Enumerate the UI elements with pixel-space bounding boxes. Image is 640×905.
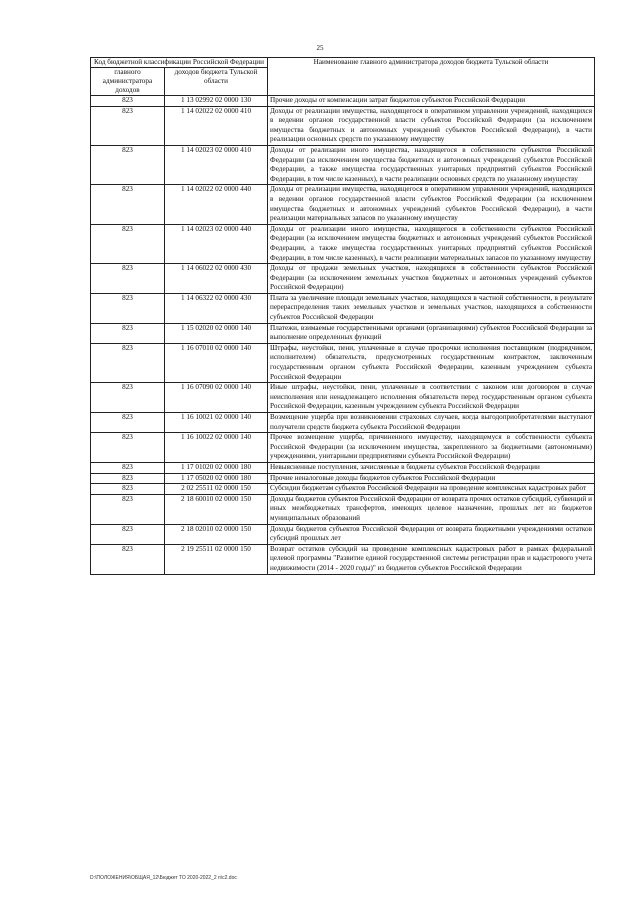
budget-code-cell: 1 15 02020 02 0000 140: [165, 323, 268, 343]
revenue-name-cell: Возмещение ущерба при возникновении страховых случаев, когда выгодоприобретателями выступают получатели средств бюджета субъекта Российской Федерации: [268, 413, 595, 433]
budget-code-cell: 1 14 06022 02 0000 430: [165, 264, 268, 294]
revenue-name-cell: Доходы бюджетов субъектов Российской Федерации от возврата бюджетными учреждениями остатков субсидий прошлых лет: [268, 524, 595, 544]
admin-code-cell: 823: [91, 484, 165, 495]
table-row: [91, 462, 595, 473]
revenue-name-cell: Доходы от реализации имущества, находящегося в оперативном управлении учреждений, находящихся в ведении органов государственной власти субъектов Российской Федерации (за исключением имущества бюджетных и автономных учреждений субъектов Российской Федерации), в части реализации материальных запасов по указанному имуществу: [268, 185, 595, 224]
admin-code-cell: 823: [91, 323, 165, 343]
revenue-name-cell: Доходы бюджетов субъектов Российской Федерации от возврата прочих остатков субсидий, субвенций и иных межбюджетных трансфертов, имеющих целевое назначение, прошлых лет из бюджетов муниципальных образований: [268, 494, 595, 524]
admin-code-cell: 823: [91, 383, 165, 413]
budget-revenue-table: [90, 57, 595, 575]
table-row: [91, 293, 595, 323]
admin-code-cell: 823: [91, 343, 165, 382]
table-row: [91, 343, 595, 382]
budget-code-cell: 1 13 02992 02 0000 130: [165, 96, 268, 107]
revenue-name-cell: Доходы от продажи земельных участков, находящихся в собственности субъектов Российской Федерации (за исключением земельных участков бюджетных и автономных учреждений субъектов Российской Федерации): [268, 264, 595, 294]
budget-code-cell: 1 14 02022 02 0000 440: [165, 185, 268, 224]
table-row: [91, 494, 595, 524]
header-admin: главного администратора доходов: [91, 68, 165, 96]
table-row: [91, 484, 595, 495]
page-number: 25: [316, 44, 324, 52]
table-row: [91, 323, 595, 343]
revenue-name-cell: Доходы от реализации иного имущества, находящегося в собственности субъектов Российской Федерации (за исключением имущества бюджетных и автономных учреждений субъектов Российской Федерации, а также имущества государственных унитарных предприятий субъектов Российской Федерации, в том числе казенных), в части реализации материальных запасов по указанному имуществу: [268, 224, 595, 263]
admin-code-cell: 823: [91, 462, 165, 473]
table-row: [91, 224, 595, 263]
revenue-name-cell: Субсидии бюджетам субъектов Российской Федерации на проведение комплексных кадастровых работ: [268, 484, 595, 495]
table-row: [91, 145, 595, 184]
budget-code-cell: 1 14 02022 02 0000 410: [165, 106, 268, 145]
admin-code-cell: 823: [91, 524, 165, 544]
table-row: [91, 383, 595, 413]
revenue-name-cell: Платежи, взимаемые государственными органами (организациями) субъектов Российской Федерации за выполнение определенных функций: [268, 323, 595, 343]
table-row: [91, 524, 595, 544]
table-header: [91, 58, 595, 96]
table-row: [91, 413, 595, 433]
revenue-name-cell: Штрафы, неустойки, пени, уплаченные в случае просрочки исполнения поставщиком (подрядчиком, исполнителем) обязательств, предусмотренных государственным контрактом, заключенным государственным органом субъекта Российской Федерации, казенным учреждением субъекта Российской Федерации: [268, 343, 595, 382]
table-row: [91, 96, 595, 107]
revenue-name-cell: Плата за увеличение площади земельных участков, находящихся в частной собственности, в результате перераспределения таких земельных участков и земельных участков, находящихся в собственности субъектов Российской Федерации: [268, 293, 595, 323]
admin-code-cell: 823: [91, 264, 165, 294]
header-code-group: Код бюджетной классификации Российской Федерации: [91, 58, 268, 68]
budget-code-cell: 2 19 25511 02 0000 150: [165, 544, 268, 574]
admin-code-cell: 823: [91, 473, 165, 484]
admin-code-cell: 823: [91, 96, 165, 107]
budget-code-cell: 1 17 01020 02 0000 180: [165, 462, 268, 473]
revenue-name-cell: Прочее возмещение ущерба, причиненного имуществу, находящемуся в собственности субъекта Российской Федерации (за исключением имущества, закрепленного за бюджетными (автономными) учреждениями, унитарными предприятиями субъекта Российской Федерации): [268, 433, 595, 463]
budget-code-cell: 2 02 25511 02 0000 150: [165, 484, 268, 495]
revenue-name-cell: Доходы от реализации имущества, находящегося в оперативном управлении учреждений, находящихся в ведении органов государственной власти субъектов Российской Федерации (за исключением имущества бюджетных и автономных учреждений субъектов Российской Федерации), в части реализации основных средств по указанному имуществу: [268, 106, 595, 145]
budget-code-cell: 2 18 60010 02 0000 150: [165, 494, 268, 524]
budget-code-cell: 1 14 06322 02 0000 430: [165, 293, 268, 323]
table-body: [91, 96, 595, 575]
admin-code-cell: 823: [91, 224, 165, 263]
revenue-name-cell: Прочие доходы от компенсации затрат бюджетов субъектов Российской Федерации: [268, 96, 595, 107]
budget-code-cell: 2 18 02010 02 0000 150: [165, 524, 268, 544]
budget-code-cell: 1 16 10021 02 0000 140: [165, 413, 268, 433]
admin-code-cell: 823: [91, 106, 165, 145]
admin-code-cell: 823: [91, 185, 165, 224]
revenue-name-cell: Невыясненные поступления, зачисляемые в бюджеты субъектов Российской Федерации: [268, 462, 595, 473]
admin-code-cell: 823: [91, 413, 165, 433]
revenue-name-cell: Доходы от реализации иного имущества, находящегося в собственности субъектов Российской Федерации (за исключением имущества бюджетных и автономных учреждений субъектов Российской Федерации, а также имущества государственных унитарных предприятий субъектов Российской Федерации, в том числе казенных), в части реализации основных средств по указанному имуществу: [268, 145, 595, 184]
admin-code-cell: 823: [91, 293, 165, 323]
admin-code-cell: 823: [91, 145, 165, 184]
revenue-name-cell: Иные штрафы, неустойки, пени, уплаченные в соответствии с законом или договором в случае неисполнения или ненадлежащего исполнения обязательств перед государственным органом субъекта Российской Федерации, казенным учреждением субъекта Российской Федерации: [268, 383, 595, 413]
admin-code-cell: 823: [91, 544, 165, 574]
budget-code-cell: 1 14 02023 02 0000 410: [165, 145, 268, 184]
header-name: Наименование главного администратора доходов бюджета Тульской области: [268, 58, 595, 96]
table-row: [91, 473, 595, 484]
table-row: [91, 544, 595, 574]
admin-code-cell: 823: [91, 433, 165, 463]
table-row: [91, 433, 595, 463]
budget-code-cell: 1 16 10022 02 0000 140: [165, 433, 268, 463]
admin-code-cell: 823: [91, 494, 165, 524]
revenue-name-cell: Возврат остатков субсидий на проведение комплексных кадастровых работ в рамках федеральной целевой программы "Развитие единой государственной системы регистрации прав и кадастрового учета недвижимости (2014 - 2020 годы)" из бюджетов субъектов Российской Федерации: [268, 544, 595, 574]
budget-code-cell: 1 14 02023 02 0000 440: [165, 224, 268, 263]
file-path-footer: D:\ПОЛОЖЕНИЯ\ОБЩАЯ_12\Бюджет ТО 2020-2022_2 п\с2.doc: [90, 875, 237, 881]
budget-code-cell: 1 16 07010 02 0000 140: [165, 343, 268, 382]
budget-code-cell: 1 16 07090 02 0000 140: [165, 383, 268, 413]
table-row: [91, 185, 595, 224]
revenue-name-cell: Прочие неналоговые доходы бюджетов субъектов Российской Федерации: [268, 473, 595, 484]
header-revenue: доходов бюджета Тульской области: [165, 68, 268, 96]
table-row: [91, 264, 595, 294]
table-row: [91, 106, 595, 145]
budget-code-cell: 1 17 05020 02 0000 180: [165, 473, 268, 484]
